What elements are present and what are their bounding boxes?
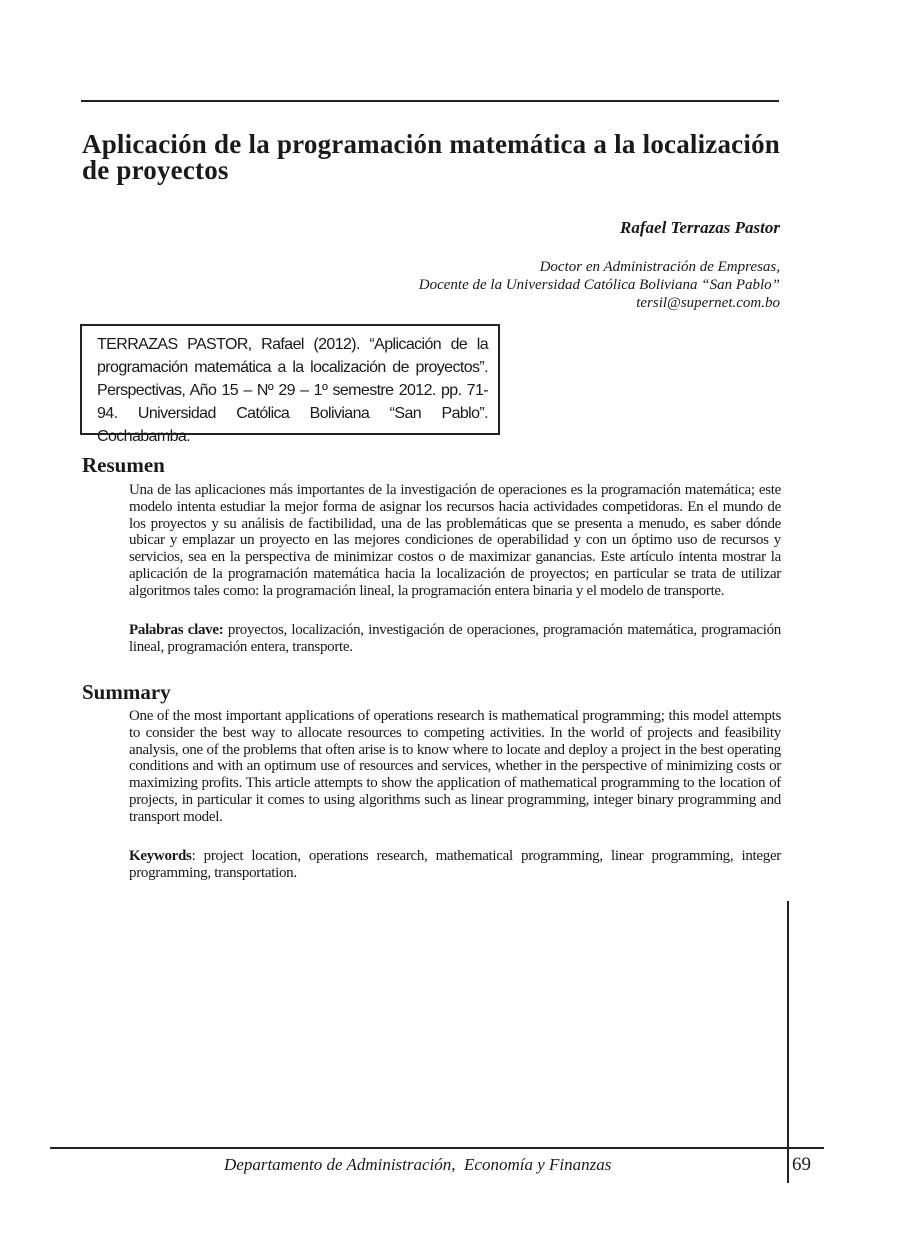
author-name: Rafael Terrazas Pastor [620,218,780,237]
summary-keywords [129,848,781,882]
footer-rule [50,1147,824,1149]
summary-heading: Summary [82,680,171,704]
page-number: 69 [792,1154,811,1175]
resumen-keywords-label: Palabras clave: [129,622,224,638]
resumen-heading: Resumen [82,453,165,477]
summary-text: One of the most important applications of operations research is mathematical programming; this model attempts to consider the best way to allocate resources to competing activities. In the world of projects and feasibility analysis, one of the problems that often arise is to know where to locate and deploy a project in the best operating conditions and with an optimum use of resources and services, whether in the perspective of minimizing costs or maximizing profits. This article attempts to show the application of mathematical programming to the location of projects, in particular it comes to using algorithms such as linear programming, integer binary programming and transport model. [129,708,781,825]
author-affiliation [419,258,780,312]
resumen-keywords-list: proyectos, localización, investigación de operaciones, programación matemática, programación lineal, programación entera, transporte. [129,622,781,655]
footer-journal: Departamento de Administración, Economía y Finanzas [224,1155,612,1174]
citation-box: TERRAZAS PASTOR, Rafael (2012). “Aplicación de la programación matemática a la localización de proyectos”. Perspectivas, Año 15 – Nº 29 – 1º semestre 2012. pp. 71-94. Universidad Católica Boliviana “San Pablo”. Cochabamba. [80,324,500,435]
affiliation-institution: Docente de la Universidad Católica Boliviana “San Pablo” [418,277,780,293]
summary-keywords-list: : project location, operations research, mathematical programming, linear programming, integer programming, transportation. [129,848,781,881]
article-title: Aplicación de la programación matemática a la localización de proyectos [82,129,780,185]
author-email: tersil@supernet.com.bo [636,295,780,311]
summary-keywords-label: Keywords [129,848,192,864]
affiliation-degree: Doctor en Administración de Empresas, [539,259,780,275]
resumen-text: Una de las aplicaciones más importantes de la investigación de operaciones es la programación matemática; este modelo intenta estudiar la mejor forma de asignar los recursos hacia actividades competidoras. En el mundo de los proyectos y su análisis de factibilidad, una de las problemáticas que se presenta a menudo, es saber dónde ubicar y emplazar un proyecto en las mejores condiciones de operabilidad y con un óptimo uso de recursos y servicios, sea en la perspectiva de minimizar costos o de maximizar ganancias. Este artículo intenta mostrar la aplicación de la programación matemática hacia la localización de proyectos; en particular se trata de utilizar algoritmos tales como: la programación lineal, la programación entera binaria y el modelo de transporte. [129,482,781,599]
resumen-keywords [129,622,781,656]
top-rule [81,100,779,102]
margin-vertical-rule [787,901,789,1183]
